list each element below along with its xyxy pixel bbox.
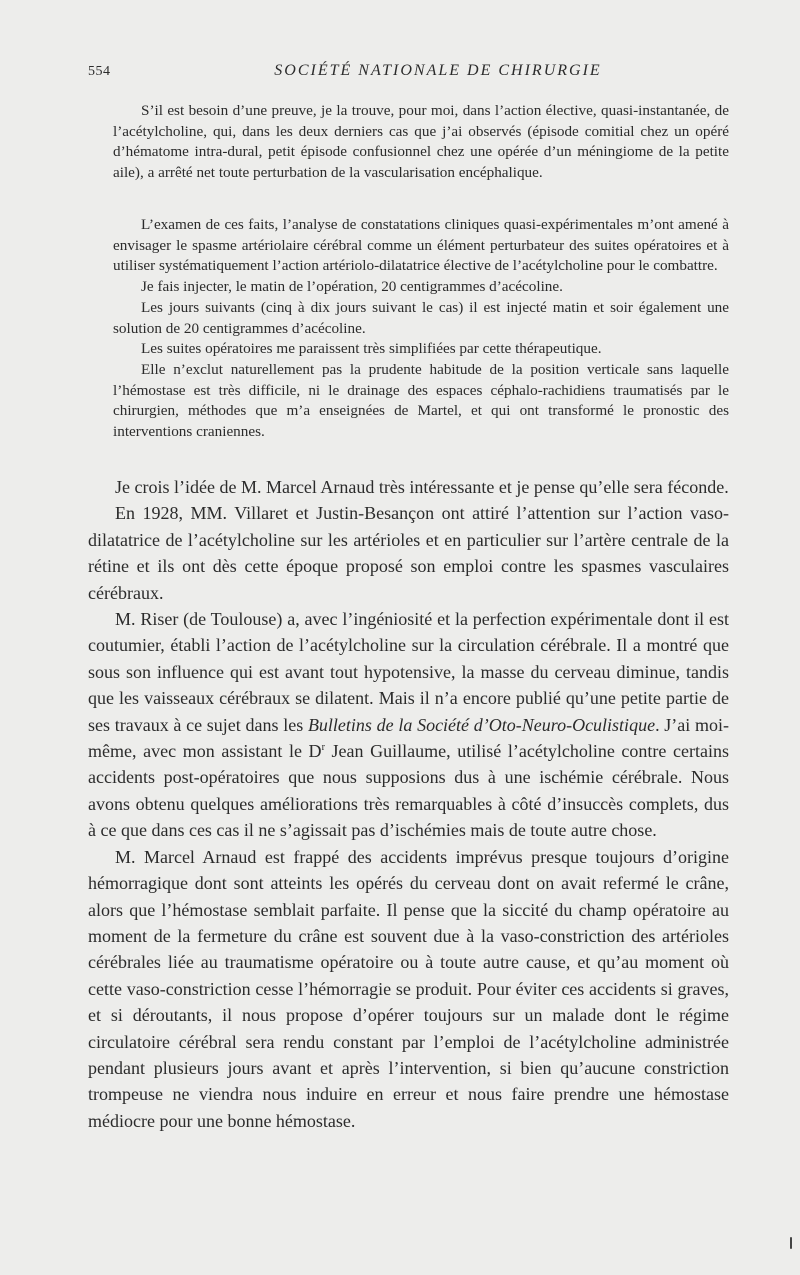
page-header	[88, 62, 728, 84]
body-paragraph: M. Marcel Arnaud est frappé des accidents imprévus presque toujours d’origine hémorragique dont sont atteints les opérés du cerveau dont on avait refermé le crâne, alors que l’hémostase semblait parfaite. Il pense que la siccité du champ opératoire au moment de la fermeture du crâne est souvent due à la vaso-constriction des artérioles cérébrales liée au traumatisme opératoire ou à toute autre cause, et qu’au moment où cette vaso-constriction cesse l’hémorragie se produit. Pour éviter ces accidents si graves, et si déroutants, il nous propose d’opérer toujours sur un malade dont le régime circulatoire cérébral sera rendu constant par l’emploi de l’acétylcholine administrée pendant plusieurs jours avant et après l’intervention, si bien qu’aucune constriction trompeuse ne viendra nous induire en erreur et nous faire prendre une hémostase médiocre pour une bonne hémostase.	[88, 846, 729, 1131]
superscript: r	[321, 742, 325, 754]
small-print-paragraph-block-2	[113, 215, 729, 443]
running-head: SOCIÉTÉ NATIONALE DE CHIRURGIE	[274, 62, 602, 79]
small-paragraph: Elle n’exclut naturellement pas la prudente habitude de la position verticale sans laquelle l’hémostase est très difficile, ni le drainage des espaces céphalo-rachidiens traumatisés par le chirurgien, méthodes que m’a enseignées de Martel, et qui ont transformé le pronostic des interventions craniennes.	[113, 360, 729, 441]
page-number: 554	[88, 64, 111, 79]
small-paragraph: Je fais injecter, le matin de l’opération, 20 centigrammes d’acécoline.	[141, 278, 563, 296]
body-text-segment: Jean Guillaume, utilisé l’acétylcholine contre certains accidents post-opératoires que nous supposions dus à une ischémie cérébrale. Nous avons obtenu quelques améliorations très remarquables à côté d’insuccès complets, dus à ce que dans ces cas il ne s’agissait pas d’ischémies mais de toute autre chose.	[88, 741, 729, 841]
body-text-segment: M. Riser (de Toulouse) a, avec l’ingéniosité et la perfection expérimentale dont il est coutumier, établi l’action de l’acétylcholine sur la circulation cérébrale. Il a montré que sous son influence qui est avant tout hypotensive, la masse du cerveau diminue, tandis que les vaisseaux cérébraux se dilatent. Mais il n’a encore publié qu’une petite partie de ses travaux à ce sujet dans les	[88, 609, 729, 735]
body-paragraph: En 1928, MM. Villaret et Justin-Besançon ont attiré l’attention sur l’action vaso-dilatatrice de l’acétylcholine sur les artérioles et en particulier sur l’artère centrale de la rétine et ils ont dès cette époque proposé son emploi contre les spasmes vasculaires cérébraux.	[88, 503, 729, 603]
small-paragraph: Les suites opératoires me paraissent très simplifiées par cette thérapeutique.	[141, 340, 602, 358]
small-paragraph: L’examen de ces faits, l’analyse de constatations cliniques quasi-expérimentales m’ont amené à envisager le spasme artériolaire cérébral comme un élément perturbateur des suites opératoires et à utiliser systématiquement l’action artériolo-dilatatrice élective de l’acétylcholine pour le combattre.	[113, 216, 729, 275]
small-paragraph: Les jours suivants (cinq à dix jours suivant le cas) il est injecté matin et soir également une solution de 20 centigrammes d’acécoline.	[113, 298, 729, 337]
discussion-text	[88, 474, 729, 1134]
small-print-paragraph-block-1	[113, 101, 729, 184]
small-paragraph: S’il est besoin d’une preuve, je la trouve, pour moi, dans l’action élective, quasi-instantanée, de l’acétylcholine, qui, dans les deux derniers cas que j’ai observés (épisode comitial chez un opéré d’hématome intra-dural, petit épisode confusionnel chez une opérée d’un méningiome de la petite aile), a arrêté net toute perturbation de la vascularisation encéphalique.	[113, 102, 729, 182]
journal-title: Bulletins de la Société d’Oto-Neuro-Oculistique	[307, 714, 656, 735]
margin-mark	[790, 1237, 792, 1249]
body-paragraph	[88, 606, 729, 844]
body-text-segment: . J’ai moi-même, avec mon assistant le D	[88, 714, 729, 762]
body-paragraph: Je crois l’idée de M. Marcel Arnaud très intéressante et je pense qu’elle sera féconde.	[115, 477, 729, 497]
